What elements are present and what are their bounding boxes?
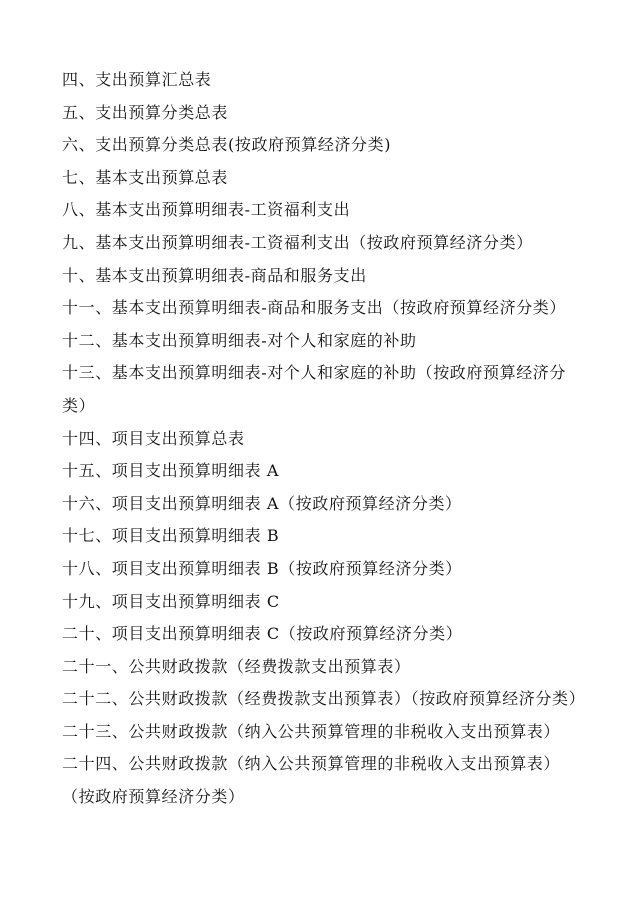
toc-item-18: 十八、项目支出预算明细表 B（按政府预算经济分类）: [62, 558, 462, 578]
toc-item-17: 十七、项目支出预算明细表 B: [62, 526, 280, 546]
toc-item-24: 二十四、公共财政拨款（纳入公共预算管理的非税收入支出预算表）（按政府预算经济分类）: [62, 754, 561, 807]
toc-item-23: 二十三、公共财政拨款（纳入公共预算管理的非税收入支出预算表）: [62, 721, 561, 741]
toc-item-15: 十五、项目支出预算明细表 A: [62, 461, 280, 481]
toc-item-22: 二十二、公共财政拨款（经费拨款支出预算表）（按政府预算经济分类）: [62, 689, 586, 709]
toc-item-14: 十四、项目支出预算总表: [62, 428, 245, 448]
toc-item-4: 四、支出预算汇总表: [62, 70, 212, 89]
toc-item-11: 十一、基本支出预算明细表-商品和服务支出（按政府预算经济分类）: [62, 298, 567, 318]
toc-item-6: 六、支出预算分类总表(按政府预算经济分类): [62, 135, 392, 155]
toc-item-12: 十二、基本支出预算明细表-对个人和家庭的补助: [62, 330, 417, 350]
toc-item-19: 十九、项目支出预算明细表 C: [62, 591, 280, 611]
toc-item-9: 九、基本支出预算明细表-工资福利支出（按政府预算经济分类）: [62, 232, 533, 252]
toc-item-20: 二十、项目支出预算明细表 C（按政府预算经济分类）: [62, 624, 463, 644]
toc-item-8: 八、基本支出预算明细表-工资福利支出: [62, 200, 351, 220]
toc-item-10: 十、基本支出预算明细表-商品和服务支出: [62, 265, 367, 285]
toc-item-5: 五、支出预算分类总表: [62, 102, 229, 122]
toc-item-16: 十六、项目支出预算明细表 A（按政府预算经济分类）: [62, 493, 462, 513]
toc-item-13: 十三、基本支出预算明细表-对个人和家庭的补助（按政府预算经济分类）: [62, 363, 567, 415]
toc-item-21: 二十一、公共财政拨款（经费拨款支出预算表）: [62, 656, 411, 676]
table-of-contents-list: [62, 64, 586, 814]
toc-item-7: 七、基本支出预算总表: [62, 167, 229, 187]
